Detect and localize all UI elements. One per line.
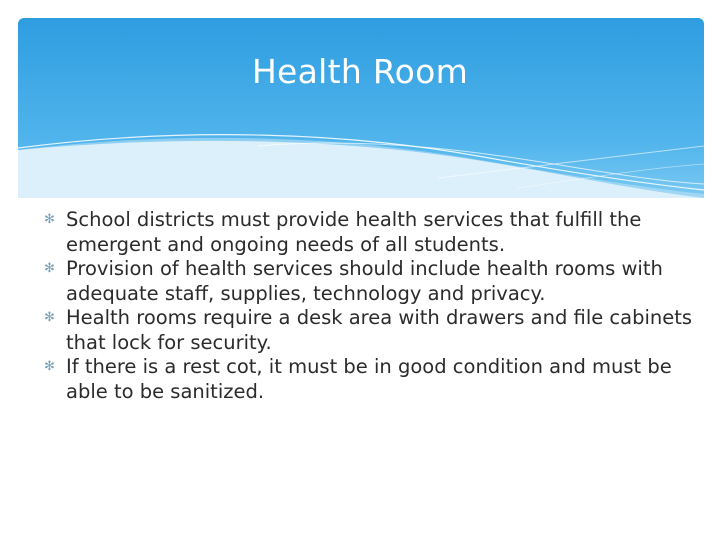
- bullet-text: Health rooms require a desk area with drawers and file cabinets that lock for security.: [66, 306, 693, 354]
- list-item: [44, 355, 694, 404]
- banner-wave-graphic: [18, 18, 704, 198]
- asterisk-icon: ✻: [44, 212, 55, 227]
- list-item: [44, 208, 694, 257]
- bullet-list: [44, 208, 694, 404]
- list-item: [44, 257, 694, 306]
- title-banner: [18, 18, 704, 198]
- bullet-text: Provision of health services should include health rooms with adequate staff, supplies, technology and privacy.: [66, 257, 663, 305]
- bullet-text: School districts must provide health services that fulfill the emergent and ongoing needs of all students.: [66, 208, 642, 256]
- bullet-text: If there is a rest cot, it must be in good condition and must be able to be sanitized.: [66, 355, 672, 403]
- asterisk-icon: ✻: [44, 261, 55, 276]
- asterisk-icon: ✻: [44, 359, 55, 374]
- asterisk-icon: ✻: [44, 310, 55, 325]
- list-item: [44, 306, 694, 355]
- slide-title: Health Room: [251, 52, 469, 91]
